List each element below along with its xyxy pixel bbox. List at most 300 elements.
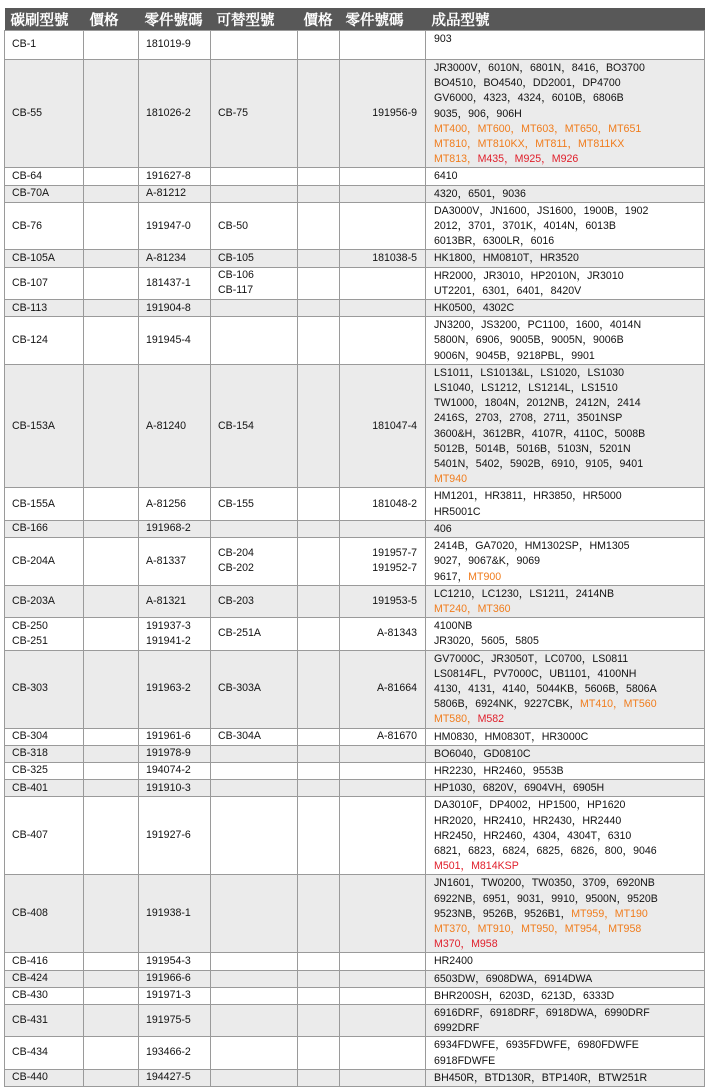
price-list-sheet xyxy=(4,8,704,1087)
part-number-cell xyxy=(139,300,211,317)
alt-model-cell-value: CB-75 xyxy=(218,107,249,120)
price-cell xyxy=(84,728,139,745)
part-number-cell xyxy=(139,317,211,365)
product-models-cell xyxy=(426,60,705,168)
product-models-line xyxy=(434,747,704,762)
alt-price-cell xyxy=(298,970,340,987)
alt-model-cell xyxy=(211,650,298,728)
product-models-line xyxy=(434,472,704,487)
product-models-line xyxy=(434,107,704,122)
alt-price-cell xyxy=(298,1004,340,1036)
part-number-cell xyxy=(139,185,211,202)
product-models-line xyxy=(434,396,704,411)
table-row xyxy=(5,970,705,987)
part-number-cell xyxy=(139,267,211,299)
product-models-cell xyxy=(426,875,705,953)
alt-part-number-cell xyxy=(340,488,426,520)
product-models-line xyxy=(434,1054,704,1069)
alt-part-number-cell xyxy=(340,364,426,488)
alt-price-cell xyxy=(298,31,340,60)
alt-part-number-cell-value: 191956-9 xyxy=(372,107,417,120)
alt-model-cell xyxy=(211,267,298,299)
highlight-red-text: M435，M925，M926 xyxy=(477,153,579,166)
highlight-orange-text: MT940 xyxy=(434,473,467,486)
alt-part-number-cell-value: 191952-7 xyxy=(372,562,417,575)
table-row xyxy=(5,520,705,537)
table-row xyxy=(5,762,705,779)
model-text: 5800N，6906，9005B，9005N，9006B xyxy=(434,334,624,347)
part-number-cell-value: 194427-5 xyxy=(146,1071,191,1084)
part-number-cell xyxy=(139,364,211,488)
product-models-line xyxy=(434,829,704,844)
product-models-line xyxy=(434,1006,704,1021)
product-models-cell xyxy=(426,797,705,875)
product-models-line xyxy=(434,972,704,987)
alt-price-cell xyxy=(298,728,340,745)
model-text: LC1210，LC1230，LS1211，2414NB xyxy=(434,587,615,600)
product-models-line xyxy=(434,667,704,682)
part-number-cell xyxy=(139,953,211,970)
price-cell xyxy=(84,317,139,365)
alt-model-cell xyxy=(211,585,298,617)
product-models-cell xyxy=(426,538,705,586)
alt-model-cell-value: CB-202 xyxy=(218,562,254,575)
part-number-cell xyxy=(139,585,211,617)
product-models-line xyxy=(434,712,704,727)
brush-model-cell xyxy=(5,875,84,953)
brush-model-cell-value: CB-434 xyxy=(12,1046,48,1059)
brush-model-cell xyxy=(5,202,84,250)
part-number-cell-value: A-81240 xyxy=(146,419,187,432)
table-row xyxy=(5,1004,705,1036)
price-cell xyxy=(84,202,139,250)
model-text: BHR200SH，6203D，6213D，6333D xyxy=(434,989,615,1002)
product-models-cell xyxy=(426,987,705,1004)
highlight-orange-text: MT900 xyxy=(468,570,502,583)
part-number-cell-value: 191963-2 xyxy=(146,682,191,695)
product-models-cell xyxy=(426,650,705,728)
alt-part-number-cell-value: A-81670 xyxy=(376,730,417,743)
alt-model-cell xyxy=(211,1037,298,1069)
price-cell xyxy=(84,1037,139,1069)
part-number-cell-value: 181026-2 xyxy=(146,107,191,120)
price-cell xyxy=(84,745,139,762)
product-models-cell xyxy=(426,185,705,202)
model-text: JR3020，5605，5805 xyxy=(434,635,539,648)
brush-model-cell xyxy=(5,364,84,488)
alt-part-number-cell xyxy=(340,585,426,617)
product-models-cell xyxy=(426,488,705,520)
alt-part-number-cell-value: A-81343 xyxy=(376,627,417,640)
product-models-line xyxy=(434,333,704,348)
price-cell xyxy=(84,538,139,586)
product-models-line xyxy=(434,381,704,396)
alt-part-number-cell-value: A-81664 xyxy=(376,682,417,695)
product-models-cell xyxy=(426,300,705,317)
brush-model-cell-value: CB-401 xyxy=(12,781,48,794)
part-number-cell-value: 191978-9 xyxy=(146,747,191,760)
highlight-orange-text: MT810，MT810KX，MT811，MT811KX xyxy=(434,138,625,151)
product-models-cell xyxy=(426,267,705,299)
alt-price-cell xyxy=(298,618,340,650)
header-alt-model: 可替型號 xyxy=(211,8,298,31)
product-models-line xyxy=(434,91,704,106)
alt-model-cell xyxy=(211,520,298,537)
alt-price-cell xyxy=(298,1069,340,1086)
product-models-line xyxy=(434,602,704,617)
model-text: 3600&H，3612BR，4107R，4110C，5008B xyxy=(434,427,646,440)
price-cell xyxy=(84,250,139,267)
alt-model-cell-value: CB-155 xyxy=(218,497,254,510)
model-text: 2012，3701，3701K，4014N，6013B xyxy=(434,220,616,233)
product-models-line xyxy=(434,411,704,426)
product-models-line xyxy=(434,204,704,219)
table-row xyxy=(5,875,705,953)
product-models-line xyxy=(434,1038,704,1053)
alt-part-number-cell xyxy=(340,520,426,537)
alt-price-cell xyxy=(298,650,340,728)
model-text: HM0830，HM0830T，HR3000C xyxy=(434,730,589,743)
product-models-cell xyxy=(426,1069,705,1086)
highlight-orange-text: MT410，MT560 xyxy=(580,698,657,711)
brush-model-cell xyxy=(5,780,84,797)
model-text: 9523NB，9526B，9526B1， xyxy=(434,907,572,920)
table-row xyxy=(5,780,705,797)
table-row xyxy=(5,202,705,250)
price-cell xyxy=(84,300,139,317)
brush-model-cell xyxy=(5,1037,84,1069)
part-number-cell-value: 191947-0 xyxy=(146,219,191,232)
table-row xyxy=(5,1037,705,1069)
header-brush-model: 碳刷型號 xyxy=(5,8,84,31)
alt-price-cell xyxy=(298,1037,340,1069)
part-number-cell xyxy=(139,1004,211,1036)
brush-model-cell-value: CB-304 xyxy=(12,730,48,743)
alt-part-number-cell xyxy=(340,875,426,953)
table-row xyxy=(5,797,705,875)
product-models-line xyxy=(434,989,704,1004)
product-models-cell xyxy=(426,520,705,537)
part-number-cell xyxy=(139,168,211,185)
part-number-cell-value: 193466-2 xyxy=(146,1046,191,1059)
product-models-cell xyxy=(426,728,705,745)
alt-model-cell xyxy=(211,60,298,168)
price-cell xyxy=(84,585,139,617)
alt-part-number-cell xyxy=(340,31,426,60)
alt-price-cell xyxy=(298,585,340,617)
part-number-cell-value: 191904-8 xyxy=(146,301,191,314)
product-models-line xyxy=(434,876,704,891)
part-number-cell xyxy=(139,31,211,60)
table-row xyxy=(5,1069,705,1086)
alt-price-cell xyxy=(298,987,340,1004)
model-text: 5401N，5402，5902B，6910，9105，9401 xyxy=(434,458,644,471)
part-number-cell-value: 191910-3 xyxy=(146,781,191,794)
product-models-line xyxy=(434,366,704,381)
brush-model-cell-value: CB-113 xyxy=(12,301,48,314)
alt-part-number-cell xyxy=(340,538,426,586)
part-number-cell xyxy=(139,970,211,987)
price-cell xyxy=(84,762,139,779)
price-cell xyxy=(84,875,139,953)
alt-price-cell xyxy=(298,185,340,202)
price-cell xyxy=(84,780,139,797)
product-models-line xyxy=(434,907,704,922)
product-models-line xyxy=(434,505,704,520)
alt-model-cell xyxy=(211,538,298,586)
part-number-cell-value: A-81256 xyxy=(146,497,187,510)
header-product-models: 成品型號 xyxy=(426,8,705,31)
product-models-cell xyxy=(426,317,705,365)
product-models-line xyxy=(434,219,704,234)
table-row xyxy=(5,185,705,202)
product-models-cell xyxy=(426,970,705,987)
price-cell xyxy=(84,618,139,650)
product-models-line xyxy=(434,152,704,167)
product-models-line xyxy=(434,284,704,299)
alt-model-cell xyxy=(211,797,298,875)
brush-model-cell-value: CB-124 xyxy=(12,333,48,346)
part-number-cell-value: 191627-8 xyxy=(146,169,191,182)
alt-model-cell-value: CB-304A xyxy=(218,730,261,743)
brush-model-cell xyxy=(5,538,84,586)
product-models-line xyxy=(434,1021,704,1036)
brush-model-cell-value: CB-408 xyxy=(12,907,48,920)
brush-model-cell xyxy=(5,762,84,779)
model-text: LS1011，LS1013&L，LS1020，LS1030 xyxy=(434,366,625,379)
price-cell xyxy=(84,987,139,1004)
part-number-cell-value: 181437-1 xyxy=(146,276,191,289)
model-text: HM1201，HR3811，HR3850，HR5000 xyxy=(434,490,622,503)
alt-part-number-cell-value: 181047-4 xyxy=(372,419,417,432)
part-number-cell-value: 191961-6 xyxy=(146,730,191,743)
alt-part-number-cell xyxy=(340,267,426,299)
product-models-line xyxy=(434,570,704,585)
product-models-line xyxy=(434,781,704,796)
brush-model-cell xyxy=(5,488,84,520)
alt-model-cell xyxy=(211,780,298,797)
part-number-cell-value: 181019-9 xyxy=(146,38,191,51)
brush-model-cell xyxy=(5,1004,84,1036)
model-text: HR2230，HR2460，9553B xyxy=(434,764,564,777)
model-text: 6992DRF xyxy=(434,1022,480,1035)
part-number-cell-value: 191966-6 xyxy=(146,972,191,985)
product-models-cell xyxy=(426,202,705,250)
part-number-cell xyxy=(139,875,211,953)
product-models-line xyxy=(434,730,704,745)
alt-price-cell xyxy=(298,780,340,797)
alt-model-cell-value: CB-251A xyxy=(218,627,261,640)
alt-part-number-cell xyxy=(340,168,426,185)
product-models-line xyxy=(434,457,704,472)
brush-model-cell-value: CB-70A xyxy=(12,187,50,200)
part-number-cell xyxy=(139,488,211,520)
header-alt-price: 價格 xyxy=(298,8,340,31)
model-text: 5012B，5014B，5016B，5103N，5201N xyxy=(434,442,631,455)
product-models-line xyxy=(434,814,704,829)
brush-model-cell xyxy=(5,953,84,970)
model-text: 6013BR，6300LR，6016 xyxy=(434,235,555,248)
model-text: DA3000V，JN1600，JS1600，1900B，1902 xyxy=(434,204,649,217)
product-models-line xyxy=(434,318,704,333)
model-text: HR5001C xyxy=(434,505,481,518)
model-text: HR2000，JR3010，HP2010N，JR3010 xyxy=(434,269,624,282)
model-text: 4130，4131，4140，5044KB，5606B，5806A xyxy=(434,682,657,695)
part-number-cell-value: 191971-3 xyxy=(146,989,191,1002)
brush-model-cell-value: CB-407 xyxy=(12,829,48,842)
highlight-orange-text: MT370，MT910，MT950，MT954，MT958 xyxy=(434,922,642,935)
brush-model-cell xyxy=(5,745,84,762)
price-cell xyxy=(84,1004,139,1036)
alt-part-number-cell xyxy=(340,250,426,267)
part-number-cell xyxy=(139,797,211,875)
highlight-red-text: M501，M814KSP xyxy=(434,860,519,873)
brush-model-cell xyxy=(5,31,84,60)
model-text: 9006N，9045B，9218PBL，9901 xyxy=(434,349,595,362)
header-alt-part-number: 零件號碼 xyxy=(340,8,426,31)
model-text: TW1000，1804N，2012NB，2412N，2414 xyxy=(434,397,641,410)
price-cell xyxy=(84,168,139,185)
product-models-line xyxy=(434,442,704,457)
model-text: DA3010F，DP4002，HP1500，HP1620 xyxy=(434,799,626,812)
brush-model-cell xyxy=(5,1069,84,1086)
product-models-line xyxy=(434,1071,704,1086)
alt-part-number-cell xyxy=(340,618,426,650)
brush-model-cell-value: CB-251 xyxy=(12,634,48,647)
alt-model-cell-value: CB-105 xyxy=(218,251,254,264)
part-number-cell-value: 191937-3 xyxy=(146,619,191,632)
alt-part-number-cell xyxy=(340,762,426,779)
brush-model-cell-value: CB-325 xyxy=(12,764,48,777)
product-models-line xyxy=(434,937,704,952)
model-text: 9027，9067&K，9069 xyxy=(434,555,541,568)
model-text: 2414B，GA7020，HM1302SP，HM1305 xyxy=(434,540,630,553)
product-models-cell xyxy=(426,364,705,488)
product-models-cell xyxy=(426,762,705,779)
price-cell xyxy=(84,650,139,728)
alt-model-cell-value: CB-303A xyxy=(218,682,261,695)
model-text: 2416S，2703，2708，2711，3501NSP xyxy=(434,412,623,425)
alt-price-cell xyxy=(298,797,340,875)
product-models-line xyxy=(434,234,704,249)
alt-part-number-cell xyxy=(340,202,426,250)
product-models-line xyxy=(434,251,704,266)
product-models-cell xyxy=(426,953,705,970)
table-row xyxy=(5,250,705,267)
part-number-cell-value: 191945-4 xyxy=(146,333,191,346)
product-models-line xyxy=(434,187,704,202)
table-row xyxy=(5,267,705,299)
part-number-cell-value: A-81234 xyxy=(146,251,187,264)
alt-part-number-cell xyxy=(340,650,426,728)
brush-model-cell-value: CB-155A xyxy=(12,497,55,510)
brush-model-cell-value: CB-107 xyxy=(12,276,48,289)
highlight-orange-text: MT959，MT190 xyxy=(571,907,648,920)
highlight-orange-text: MT813， xyxy=(434,153,478,166)
product-models-cell xyxy=(426,1004,705,1036)
price-cell xyxy=(84,520,139,537)
brush-model-cell-value: CB-166 xyxy=(12,522,48,535)
alt-part-number-cell xyxy=(340,797,426,875)
brush-model-cell-value: CB-76 xyxy=(12,219,43,232)
model-text: 4320，6501，9036 xyxy=(434,187,526,200)
product-models-line xyxy=(434,554,704,569)
brush-model-cell xyxy=(5,650,84,728)
part-number-cell xyxy=(139,762,211,779)
brush-model-cell-value: CB-424 xyxy=(12,972,48,985)
model-text: UT2201，6301，6401，8420V xyxy=(434,284,582,297)
alt-part-number-cell xyxy=(340,728,426,745)
part-number-cell xyxy=(139,250,211,267)
brush-model-cell xyxy=(5,168,84,185)
part-number-cell-value: A-81321 xyxy=(146,594,187,607)
brush-model-cell-value: CB-440 xyxy=(12,1071,48,1084)
alt-price-cell xyxy=(298,250,340,267)
model-text: 5806B，6924NK，9227CBK， xyxy=(434,698,581,711)
model-text: 6916DRF，6918DRF，6918DWA，6990DRF xyxy=(434,1006,650,1019)
brush-model-cell xyxy=(5,250,84,267)
brush-model-cell-value: CB-431 xyxy=(12,1014,48,1027)
product-models-line xyxy=(434,619,704,634)
table-body xyxy=(5,31,705,1087)
price-cell xyxy=(84,953,139,970)
alt-model-cell xyxy=(211,168,298,185)
part-number-cell xyxy=(139,780,211,797)
brush-model-cell-value: CB-153A xyxy=(12,419,55,432)
alt-part-number-cell xyxy=(340,953,426,970)
alt-model-cell-value: CB-117 xyxy=(218,284,254,297)
alt-model-cell xyxy=(211,970,298,987)
brush-model-cell xyxy=(5,728,84,745)
alt-part-number-cell-value: 181048-2 xyxy=(372,497,417,510)
model-text: BO4510，BO4540，DD2001，DP4700 xyxy=(434,77,621,90)
part-number-cell xyxy=(139,520,211,537)
alt-price-cell xyxy=(298,168,340,185)
price-cell xyxy=(84,488,139,520)
alt-price-cell xyxy=(298,267,340,299)
product-models-cell xyxy=(426,745,705,762)
part-number-cell-value: 194074-2 xyxy=(146,764,191,777)
model-text: JN3200，JS3200，PC1100，1600，4014N xyxy=(434,319,642,332)
alt-model-cell xyxy=(211,317,298,365)
product-models-line xyxy=(434,76,704,91)
product-models-line xyxy=(434,489,704,504)
brush-model-cell xyxy=(5,585,84,617)
product-models-cell xyxy=(426,780,705,797)
alt-part-number-cell xyxy=(340,300,426,317)
product-models-line xyxy=(434,169,704,184)
alt-part-number-cell xyxy=(340,1004,426,1036)
part-number-cell xyxy=(139,1069,211,1086)
table-row xyxy=(5,650,705,728)
model-text: 6410 xyxy=(434,170,458,183)
highlight-orange-text: MT240，MT360 xyxy=(434,602,511,615)
header-price: 價格 xyxy=(84,8,139,31)
model-text: 6821，6823，6824，6825，6826，800，9046 xyxy=(434,844,657,857)
alt-price-cell xyxy=(298,60,340,168)
product-models-line xyxy=(434,122,704,137)
alt-model-cell xyxy=(211,202,298,250)
alt-part-number-cell xyxy=(340,745,426,762)
carbon-brush-table xyxy=(4,8,705,1087)
alt-price-cell xyxy=(298,317,340,365)
table-row xyxy=(5,364,705,488)
brush-model-cell-value: CB-1 xyxy=(12,38,37,51)
part-number-cell-value: 191954-3 xyxy=(146,954,191,967)
alt-price-cell xyxy=(298,520,340,537)
alt-model-cell xyxy=(211,31,298,60)
part-number-cell-value: 191975-5 xyxy=(146,1014,191,1027)
